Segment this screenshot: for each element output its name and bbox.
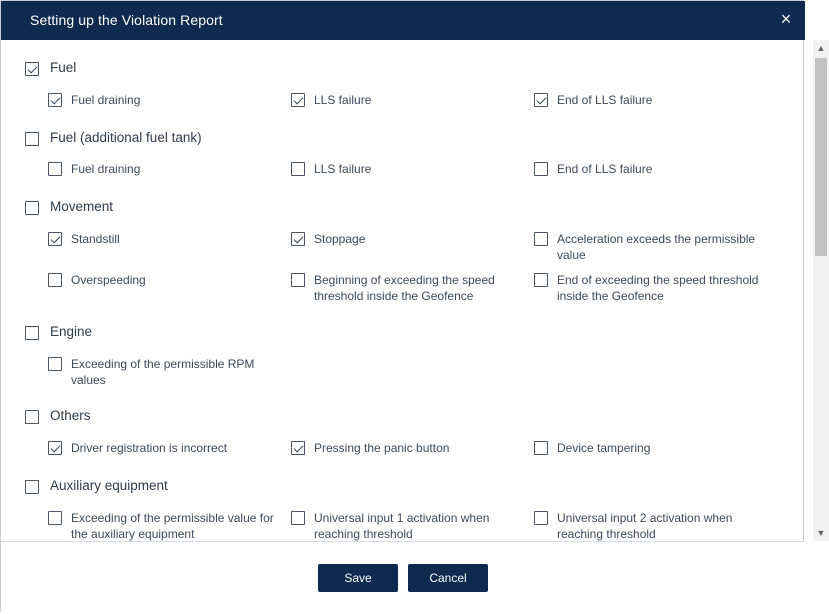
settings-list	[1, 40, 813, 541]
option-checkbox[interactable]	[48, 232, 62, 246]
option-checkbox[interactable]	[291, 162, 305, 176]
option-checkbox[interactable]	[48, 162, 62, 176]
option-checkbox[interactable]	[48, 441, 62, 455]
option-checkbox[interactable]	[534, 162, 548, 176]
category-checkbox[interactable]	[25, 410, 39, 424]
option-checkbox[interactable]	[48, 511, 62, 525]
close-icon[interactable]: ×	[780, 9, 792, 29]
option-label: Device tampering	[557, 441, 651, 455]
option-label: Stoppage	[314, 232, 366, 246]
option-checkbox[interactable]	[534, 232, 548, 246]
option-checkbox[interactable]	[48, 93, 62, 107]
option-label: End of LLS failure	[557, 93, 653, 107]
category-label: Fuel (additional fuel tank)	[50, 130, 202, 145]
option-label: End of LLS failure	[557, 162, 653, 176]
option-checkbox[interactable]	[534, 441, 548, 455]
category-label: Others	[50, 408, 91, 423]
category-label: Engine	[50, 324, 93, 339]
option-label: Driver registration is incorrect	[71, 441, 228, 455]
option-label: Standstill	[71, 232, 120, 246]
option-label: Pressing the panic button	[314, 441, 450, 455]
option-label: Exceeding of the permissible value for the auxiliary equipment	[71, 511, 274, 541]
option-label: Universal input 2 activation when reaching threshold	[557, 511, 733, 541]
option-checkbox[interactable]	[534, 273, 548, 287]
dialog-title: Setting up the Violation Report	[30, 12, 223, 28]
option-checkbox[interactable]	[291, 93, 305, 107]
scrollbar[interactable]	[813, 40, 829, 541]
category-label: Fuel	[50, 60, 77, 75]
category-checkbox[interactable]	[25, 62, 39, 76]
cancel-button[interactable]: Cancel	[408, 564, 488, 592]
option-checkbox[interactable]	[291, 273, 305, 287]
category-checkbox[interactable]	[25, 326, 39, 340]
category-checkbox[interactable]	[25, 480, 39, 494]
option-checkbox[interactable]	[48, 273, 62, 287]
category-checkbox[interactable]	[25, 201, 39, 215]
option-checkbox[interactable]	[291, 511, 305, 525]
option-label: Overspeeding	[71, 273, 146, 287]
option-checkbox[interactable]	[534, 511, 548, 525]
dialog-footer	[1, 541, 805, 614]
option-checkbox[interactable]	[534, 93, 548, 107]
option-label: LLS failure	[314, 162, 372, 176]
category-label: Auxiliary equipment	[50, 478, 168, 493]
option-label: Beginning of exceeding the speed threshold inside the Geofence	[314, 273, 495, 303]
option-checkbox[interactable]	[291, 441, 305, 455]
scrollbar-thumb[interactable]	[815, 58, 827, 256]
dialog-title-bar	[1, 1, 805, 40]
save-button[interactable]: Save	[318, 564, 398, 592]
option-label: Acceleration exceeds the permissible value	[557, 232, 756, 262]
option-label: End of exceeding the speed threshold inside the Geofence	[557, 273, 759, 303]
option-label: Fuel draining	[71, 162, 141, 176]
option-label: Universal input 1 activation when reaching threshold	[314, 511, 490, 541]
category-checkbox[interactable]	[25, 132, 39, 146]
scroll-down-icon[interactable]: ▼	[816, 528, 826, 538]
scroll-up-icon[interactable]: ▲	[816, 43, 826, 53]
option-checkbox[interactable]	[291, 232, 305, 246]
option-label: LLS failure	[314, 93, 372, 107]
option-checkbox[interactable]	[48, 357, 62, 371]
category-label: Movement	[50, 199, 114, 214]
option-label: Fuel draining	[71, 93, 141, 107]
option-label: Exceeding of the permissible RPM values	[71, 357, 255, 387]
